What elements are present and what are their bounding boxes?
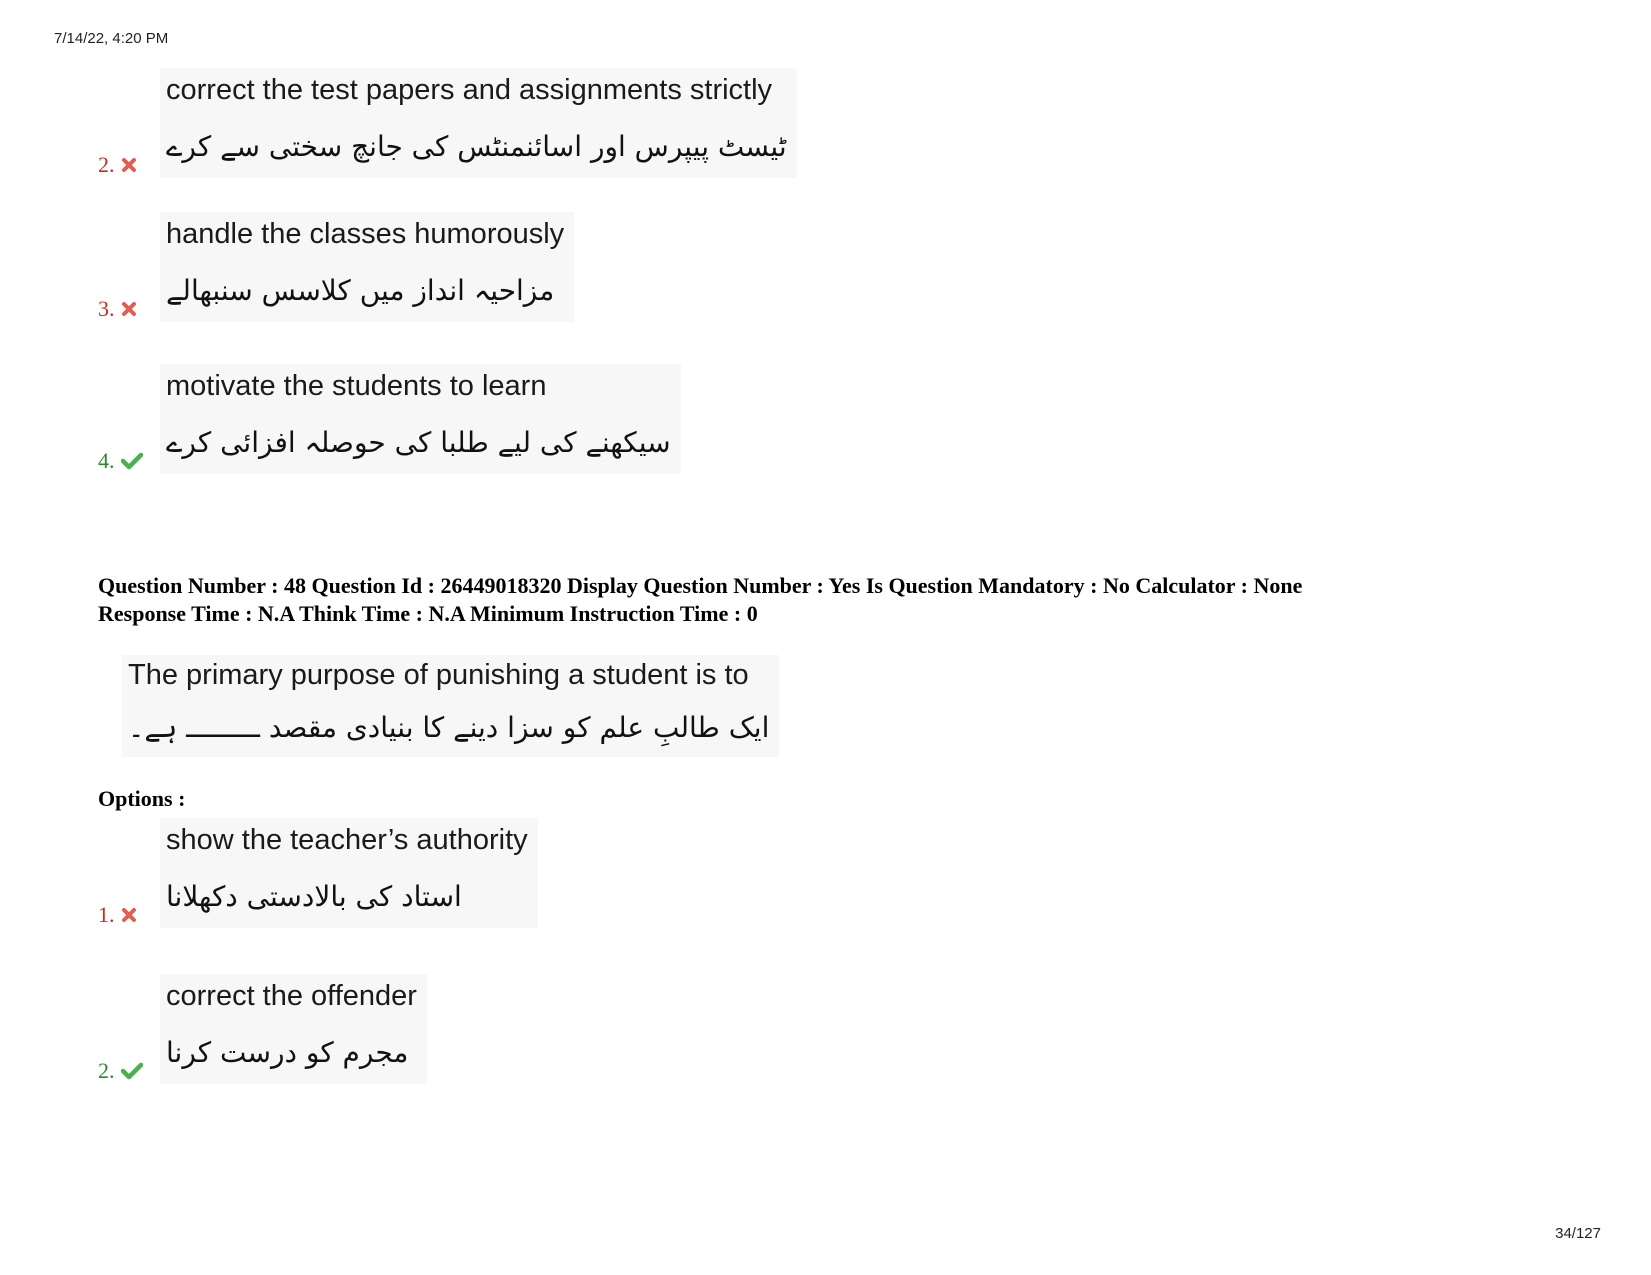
prev-option-4 — [98, 364, 681, 474]
option-english-text: correct the test papers and assignments strictly — [166, 74, 773, 106]
option-urdu-text: استاد کی بالادستی دکھلانا — [166, 880, 462, 913]
options-label: Options : — [98, 786, 186, 811]
option-text-image — [160, 68, 797, 178]
question-metadata — [98, 572, 1578, 628]
checkmark-icon — [121, 452, 143, 470]
question-option-1 — [98, 818, 538, 928]
option-marker — [98, 902, 160, 928]
option-english-text: correct the offender — [166, 980, 417, 1012]
option-urdu-text: سیکھنے کی لیے طلبا کی حوصلہ افزائی کرے — [166, 426, 671, 459]
checkmark-icon — [121, 1062, 143, 1080]
question-stem-english: The primary purpose of punishing a student is to — [128, 659, 749, 691]
option-marker — [98, 1058, 160, 1084]
option-text-image — [160, 974, 427, 1084]
prev-option-2 — [98, 68, 797, 178]
option-urdu-text: مجرم کو درست کرنا — [166, 1036, 409, 1069]
option-marker — [98, 152, 160, 178]
cross-icon — [121, 157, 137, 173]
option-english-text: show the teacher’s authority — [166, 824, 528, 856]
prev-option-3 — [98, 212, 574, 322]
question-meta-line1: Question Number : 48 Question Id : 26449018320 Display Question Number : Yes Is Question Mandatory : No Calculator : None — [98, 573, 1303, 598]
page-number: 34/127 — [1555, 1225, 1601, 1242]
option-marker — [98, 296, 160, 322]
option-marker — [98, 448, 160, 474]
option-number: 4. — [98, 448, 115, 473]
cross-icon — [121, 301, 137, 317]
option-text-image — [160, 212, 574, 322]
option-urdu-text: ٹیسٹ پیپرس اور اسائنمنٹس کی جانچ سختی سے کرے — [166, 130, 787, 163]
option-number: 2. — [98, 1058, 115, 1083]
option-text-image — [160, 818, 538, 928]
option-number: 1. — [98, 902, 115, 927]
option-urdu-text: مزاحیہ انداز میں کلاسس سنبھالے — [166, 274, 555, 307]
question-meta-line2: Response Time : N.A Think Time : N.A Minimum Instruction Time : 0 — [98, 601, 758, 626]
cross-icon — [121, 907, 137, 923]
option-text-image — [160, 364, 681, 474]
question-option-2 — [98, 974, 427, 1084]
question-stem-urdu: ایک طالبِ علم کو سزا دینے کا بنیادی مقصد ـــــــــ ہے۔ — [128, 711, 770, 744]
print-date: 7/14/22, 4:20 PM — [54, 30, 169, 47]
option-english-text: motivate the students to learn — [166, 370, 547, 402]
question-stem-image — [122, 655, 779, 757]
option-number: 3. — [98, 296, 115, 321]
option-english-text: handle the classes humorously — [166, 218, 565, 250]
option-number: 2. — [98, 152, 115, 177]
